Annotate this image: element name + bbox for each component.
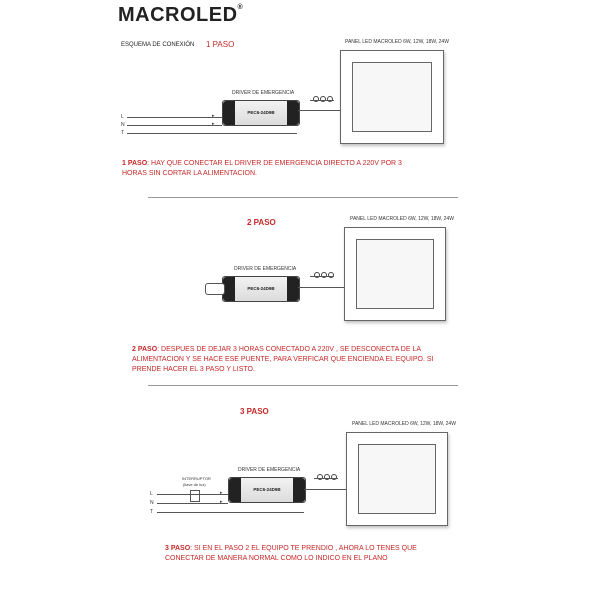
line-label-n: N xyxy=(150,500,154,506)
switch-label-line1: INTERRUPTOR xyxy=(182,476,211,481)
step1-note-prefix: 1 PASO xyxy=(122,160,148,167)
registered-mark: ® xyxy=(237,4,244,11)
step1-heading: 1 PASO xyxy=(206,40,235,49)
line-label-t: T xyxy=(121,130,125,136)
connector-dot xyxy=(324,474,330,480)
arrow-icon: ▸ xyxy=(220,499,223,505)
step1-panel-label: PANEL LED MACROLED 6W, 12W, 18W, 24W xyxy=(345,39,449,45)
arrow-icon: ▸ xyxy=(220,490,223,496)
wire-driver-panel xyxy=(298,287,344,288)
brand-logo-text: MACROLED xyxy=(118,4,238,26)
step1-driver-title: DRIVER DE EMERGENCIA xyxy=(232,90,295,96)
wire-dc xyxy=(310,100,334,101)
step2-note xyxy=(132,345,442,375)
wire-driver-panel xyxy=(298,110,340,111)
step1-led-panel-inner xyxy=(352,62,432,132)
wire-l xyxy=(127,117,222,118)
step2-led-panel xyxy=(344,227,446,321)
step1-note xyxy=(122,159,422,179)
step2-emergency-driver xyxy=(222,276,300,302)
line-label-n: N xyxy=(121,122,125,128)
connector-dot xyxy=(328,272,334,278)
wire-n xyxy=(157,503,228,504)
step2-led-panel-inner xyxy=(356,239,434,309)
wire-l xyxy=(157,494,228,495)
arrow-icon: ▸ xyxy=(212,113,215,119)
step2-note-prefix: 2 PASO xyxy=(132,346,158,353)
step3-driver-model: PEC6-24D9B xyxy=(253,487,281,492)
light-switch-icon xyxy=(190,490,200,502)
bridge-connector xyxy=(205,283,225,295)
step3-note-text: : SI EN EL PASO 2 EL EQUIPO TE PRENDIO , AHORA LO TENES QUE CONECTAR DE MANERA NORMAL COMO LO INDICO EN EL PLANO xyxy=(165,545,417,562)
step3-note-prefix: 3 PASO xyxy=(165,545,191,552)
connector-dot xyxy=(327,96,333,102)
step1-emergency-driver xyxy=(222,100,300,126)
step3-led-panel xyxy=(346,432,448,526)
divider xyxy=(148,385,458,386)
connector-dot xyxy=(321,272,327,278)
step3-panel-label: PANEL LED MACROLED 6W, 12W, 18W, 24W xyxy=(352,421,456,427)
step3-driver-title: DRIVER DE EMERGENCIA xyxy=(238,467,301,473)
connector-dot xyxy=(313,96,319,102)
wire-n xyxy=(127,125,222,126)
wire-t xyxy=(127,133,297,134)
wire-dc xyxy=(314,478,338,479)
switch-label-line2: (llave de luz) xyxy=(183,482,206,487)
line-label-t: T xyxy=(150,509,154,515)
step3-emergency-driver xyxy=(228,477,306,503)
line-label-l: L xyxy=(150,491,153,497)
step2-heading: 2 PASO xyxy=(247,218,276,227)
step2-note-text: : DESPUES DE DEJAR 3 HORAS CONECTADO A 220V , SE DESCONECTA DE LA ALIMENTACION Y SE HACE ESE PUENTE, PARA VERFICAR QUE ENCIENDA EL EQUIPO. SI PRENDE HACER EL 3 PASO Y LISTO. xyxy=(132,346,434,373)
arrow-icon: ▸ xyxy=(212,121,215,127)
schema-label: ESQUEMA DE CONEXIÓN xyxy=(121,42,195,48)
connector-dot xyxy=(320,96,326,102)
line-label-l: L xyxy=(121,114,124,120)
step2-driver-title: DRIVER DE EMERGENCIA xyxy=(234,266,297,272)
connector-dot xyxy=(314,272,320,278)
wire-dc xyxy=(310,276,334,277)
step1-note-text: : HAY QUE CONECTAR EL DRIVER DE EMERGENCIA DIRECTO A 220V POR 3 HORAS SIN CORTAR LA ALIMENTACION. xyxy=(122,160,402,177)
step2-panel-label: PANEL LED MACROLED 6W, 12W, 18W, 24W xyxy=(350,216,454,222)
step2-driver-model: PEC6-24D9B xyxy=(247,286,275,291)
step3-heading: 3 PASO xyxy=(240,407,269,416)
connector-dot xyxy=(331,474,337,480)
wire-driver-panel xyxy=(304,489,346,490)
divider xyxy=(148,197,458,198)
brand-logo xyxy=(118,4,243,27)
step3-note xyxy=(165,544,455,564)
step3-led-panel-inner xyxy=(358,444,436,514)
step1-led-panel xyxy=(340,50,444,144)
step1-driver-model: PEC6-24D9B xyxy=(247,110,275,115)
wire-t xyxy=(157,512,304,513)
connector-dot xyxy=(317,474,323,480)
